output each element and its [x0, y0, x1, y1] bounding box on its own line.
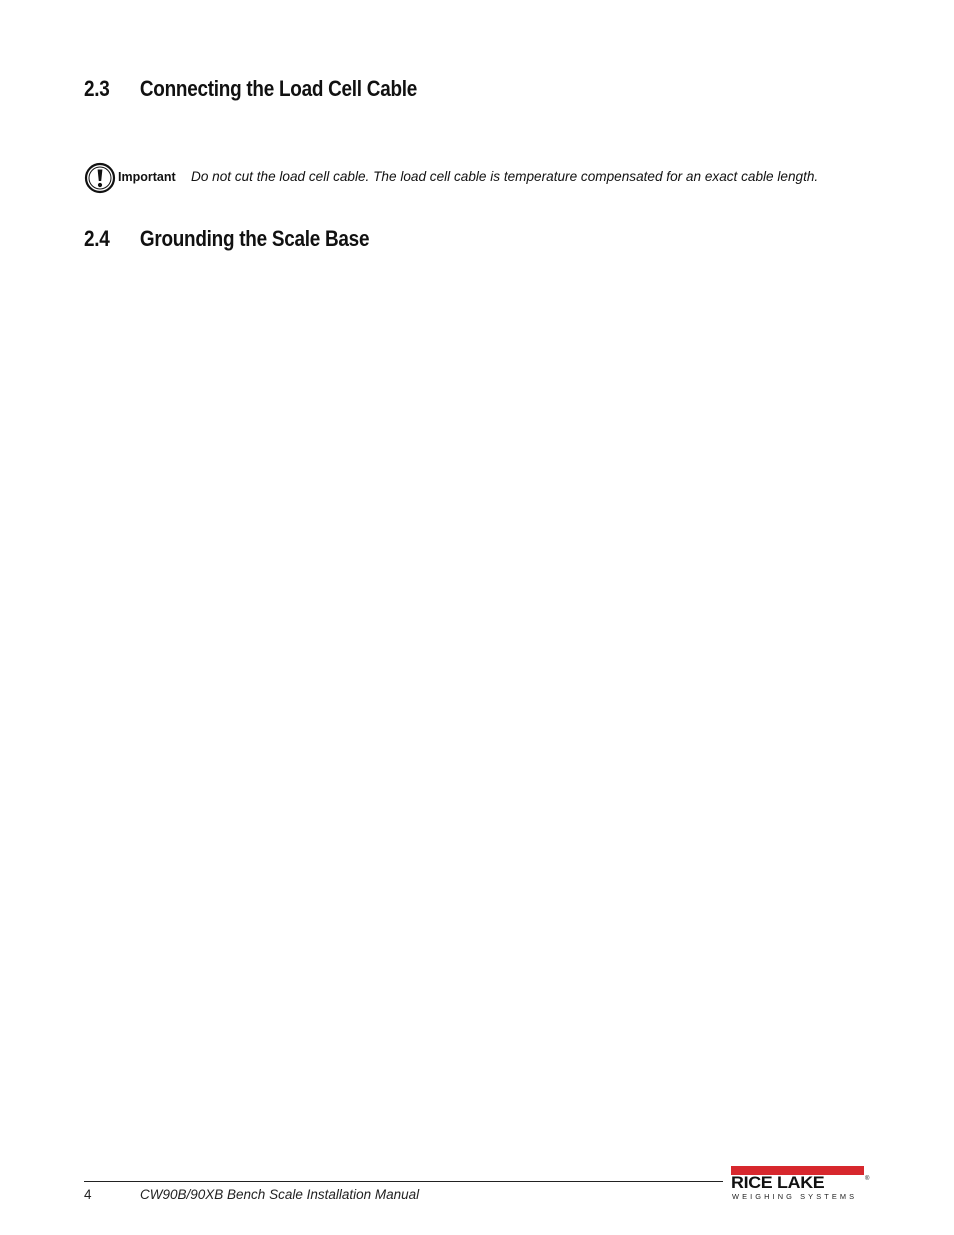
logo-tagline: WEIGHING SYSTEMS [732, 1192, 858, 1201]
logo-brand: RICE LAKE [731, 1173, 825, 1192]
notice-label: Important [118, 170, 176, 184]
footer-divider [84, 1181, 723, 1182]
section-number: 2.4 [84, 226, 110, 251]
notice-text: Do not cut the load cell cable. The load cell cable is temperature compensated for an exact cable length. [191, 169, 819, 184]
section-heading-2-3 [84, 76, 417, 102]
section-title: Grounding the Scale Base [139, 226, 370, 251]
page-number: 4 [84, 1187, 92, 1202]
section-number: 2.3 [84, 76, 110, 101]
important-notice [84, 162, 884, 194]
exclamation-circle-icon [84, 162, 116, 194]
document-title: CW90B/90XB Bench Scale Installation Manual [140, 1187, 420, 1202]
rice-lake-logo [731, 1166, 871, 1202]
section-title: Connecting the Load Cell Cable [139, 76, 418, 101]
logo-registered-mark: ® [865, 1176, 870, 1182]
section-heading-2-4 [84, 226, 369, 252]
